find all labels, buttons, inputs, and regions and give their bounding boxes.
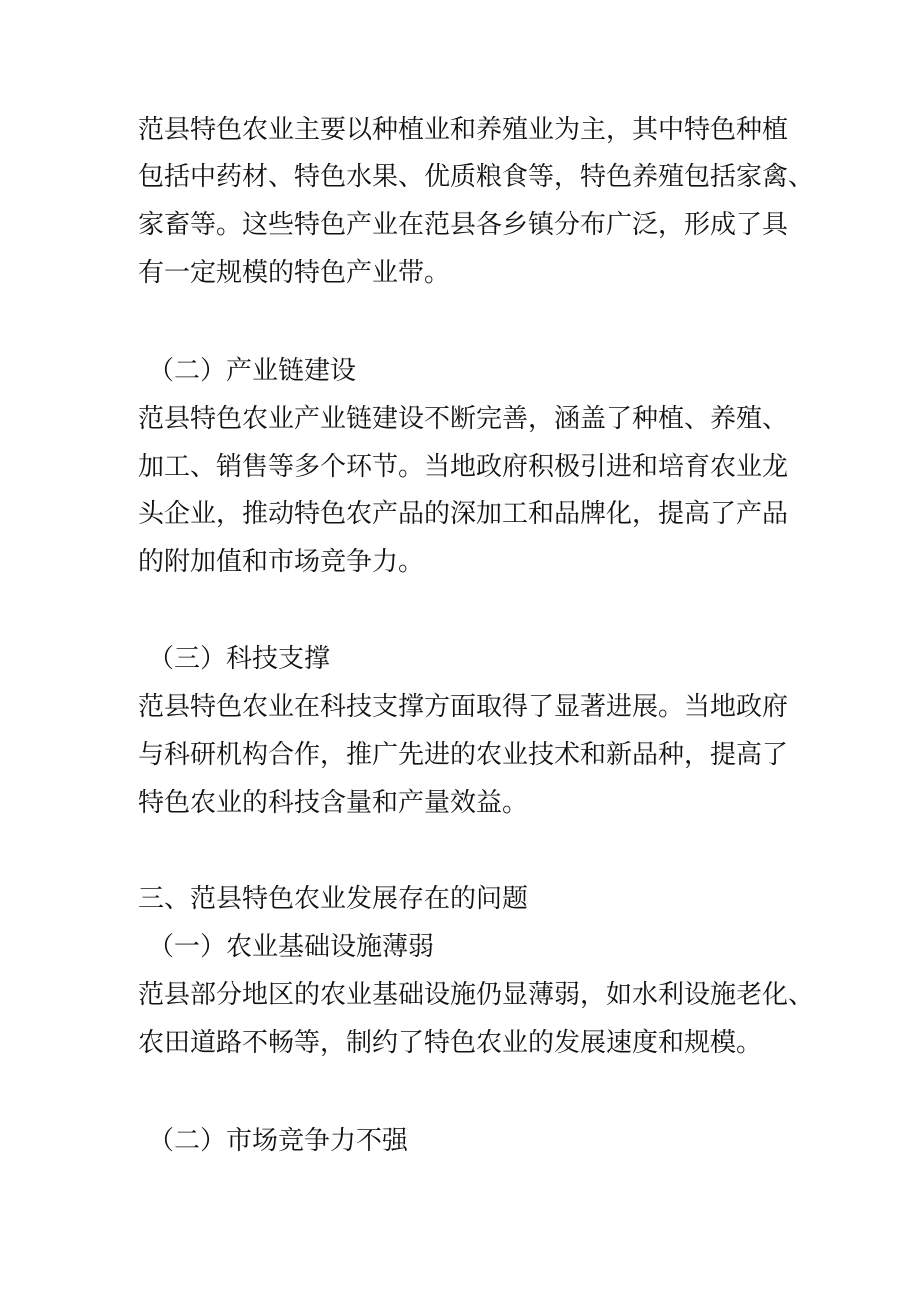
- section-market-title: （二）市场竞争力不强: [148, 1126, 409, 1156]
- intro-paragraph-line-1: 范县特色农业主要以种植业和养殖业为主，其中特色种植: [138, 115, 789, 145]
- section-chain-paragraph-line-2: 加工、销售等多个环节。当地政府积极引进和培育农业龙: [138, 452, 789, 482]
- intro-paragraph-line-4: 有一定规模的特色产业带。: [138, 258, 451, 288]
- chapter-three-title: 三、范县特色农业发展存在的问题: [138, 884, 529, 914]
- section-infrastructure-paragraph-line-2: 农田道路不畅等，制约了特色农业的发展速度和规模。: [138, 1028, 763, 1058]
- section-tech-paragraph-line-3: 特色农业的科技含量和产量效益。: [138, 788, 529, 818]
- section-chain-paragraph-line-4: 的附加值和市场竞争力。: [138, 547, 425, 577]
- section-infrastructure-title: （一）农业基础设施薄弱: [148, 932, 435, 962]
- section-chain-title: （二）产业链建设: [148, 356, 357, 386]
- section-tech-title: （三）科技支撑: [148, 644, 331, 674]
- intro-paragraph-line-3: 家畜等。这些特色产业在范县各乡镇分布广泛，形成了具: [138, 210, 789, 240]
- section-infrastructure-paragraph-line-1: 范县部分地区的农业基础设施仍显薄弱，如水利设施老化、: [138, 980, 815, 1010]
- section-chain-paragraph-line-3: 头企业，推动特色农产品的深加工和品牌化，提高了产品: [138, 499, 789, 529]
- section-tech-paragraph-line-2: 与科研机构合作，推广先进的农业技术和新品种，提高了: [138, 740, 789, 770]
- intro-paragraph-line-2: 包括中药材、特色水果、优质粮食等，特色养殖包括家禽、: [138, 162, 815, 192]
- section-tech-paragraph-line-1: 范县特色农业在科技支撑方面取得了显著进展。当地政府: [138, 692, 789, 722]
- section-chain-paragraph-line-1: 范县特色农业产业链建设不断完善，涵盖了种植、养殖、: [138, 404, 789, 434]
